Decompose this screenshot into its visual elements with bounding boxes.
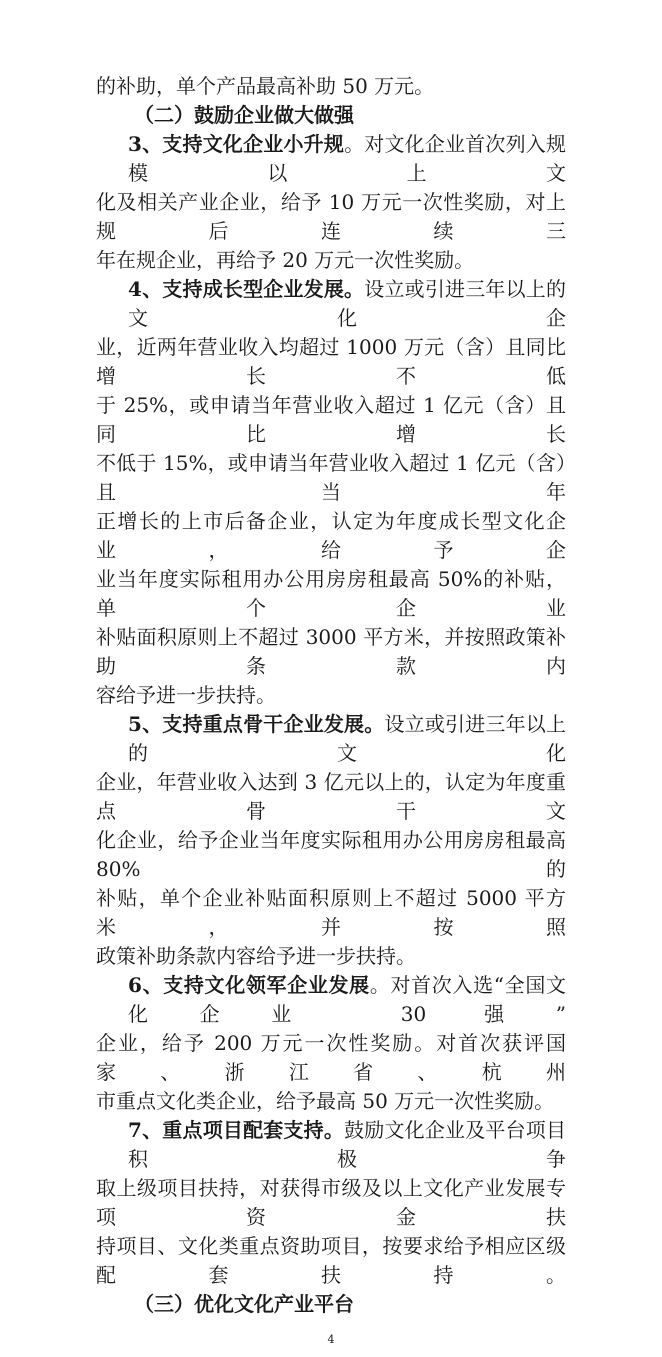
line-text: 企业，给予 200 万元一次性奖励。对首次获评国家、浙江省、杭州	[96, 1031, 566, 1084]
line-text: 市重点文化类企业，给予最高 50 万元一次性奖励。	[96, 1089, 555, 1113]
text-line	[96, 1087, 566, 1116]
section-heading: （三）优化文化产业平台	[134, 1292, 354, 1316]
text-line	[96, 710, 566, 768]
text-line	[96, 333, 566, 391]
text-line	[96, 1232, 566, 1290]
line-text: 的补助，单个产品最高补助 50 万元。	[96, 74, 435, 98]
line-text: 补贴，单个企业补贴面积原则上不超过 5000 平方米，并按照	[96, 886, 566, 939]
text-line	[96, 72, 566, 101]
text-line	[96, 1029, 566, 1087]
text-line	[96, 826, 566, 884]
line-text: 业，近两年营业收入均超过 1000 万元（含）且同比增长不低	[96, 335, 566, 388]
section-heading: （二）鼓励企业做大做强	[134, 103, 354, 127]
text-line	[96, 1116, 566, 1174]
line-text: 容给予进一步扶持。	[96, 683, 276, 707]
line-text: 于 25%，或申请当年营业收入超过 1 亿元（含）且同比增长	[96, 393, 566, 446]
line-text: 设立或引进三年以上的文化企	[128, 277, 566, 330]
line-text: 业当年度实际租用办公用房房租最高 50%的补贴，单个企业	[96, 567, 566, 620]
line-text: 补贴面积原则上不超过 3000 平方米，并按照政策补助条款内	[96, 625, 566, 678]
text-line	[96, 942, 566, 971]
line-text: 取上级项目扶持，对获得市级及以上文化产业发展专项资金扶	[96, 1176, 566, 1229]
line-text: 。对文化企业首次列入规模以上文	[128, 132, 567, 185]
line-text: 年在规企业，再给予 20 万元一次性奖励。	[96, 248, 475, 272]
line-text: 持项目、文化类重点资助项目，按要求给予相应区级配套扶持。	[96, 1234, 566, 1287]
line-text: 政策补助条款内容给予进一步扶持。	[96, 944, 416, 968]
text-line	[96, 565, 566, 623]
line-text: 化企业，给予企业当年度实际租用办公用房房租最高 80%的	[96, 828, 566, 881]
text-line	[96, 507, 566, 565]
line-text: 化及相关产业企业，给予 10 万元一次性奖励，对上规后连续三	[96, 190, 566, 243]
line-text: 。对首次入选“全国文化企业 30 强”	[128, 973, 566, 1026]
page-number: 4	[327, 1333, 335, 1346]
item-title: 7、重点项目配套支持。	[128, 1118, 345, 1142]
text-line	[96, 449, 566, 507]
item-title: 6、支持文化领军企业发展	[128, 973, 370, 997]
text-line	[96, 275, 566, 333]
text-line	[96, 391, 566, 449]
item-title: 3、支持文化企业小升规	[128, 132, 345, 156]
text-line	[96, 130, 566, 188]
line-text: 企业，年营业收入达到 3 亿元以上的，认定为年度重点骨干文	[96, 770, 566, 823]
text-line	[96, 246, 566, 275]
line-text: 正增长的上市后备企业，认定为年度成长型文化企业，给予企	[96, 509, 566, 562]
text-line	[96, 971, 566, 1029]
text-line	[96, 188, 566, 246]
document-body	[96, 0, 566, 1319]
text-line	[96, 884, 566, 942]
line-text: 不低于 15%，或申请当年营业收入超过 1 亿元（含）且当年	[96, 451, 566, 504]
line-text: 设立或引进三年以上的文化	[128, 712, 567, 765]
text-line	[96, 623, 566, 681]
item-title: 4、支持成长型企业发展。	[128, 277, 365, 301]
text-line	[96, 681, 566, 710]
line-text: 鼓励文化企业及平台项目积极争	[128, 1118, 567, 1171]
text-line	[96, 1174, 566, 1232]
item-title: 5、支持重点骨干企业发展。	[128, 712, 385, 736]
text-line	[96, 768, 566, 826]
